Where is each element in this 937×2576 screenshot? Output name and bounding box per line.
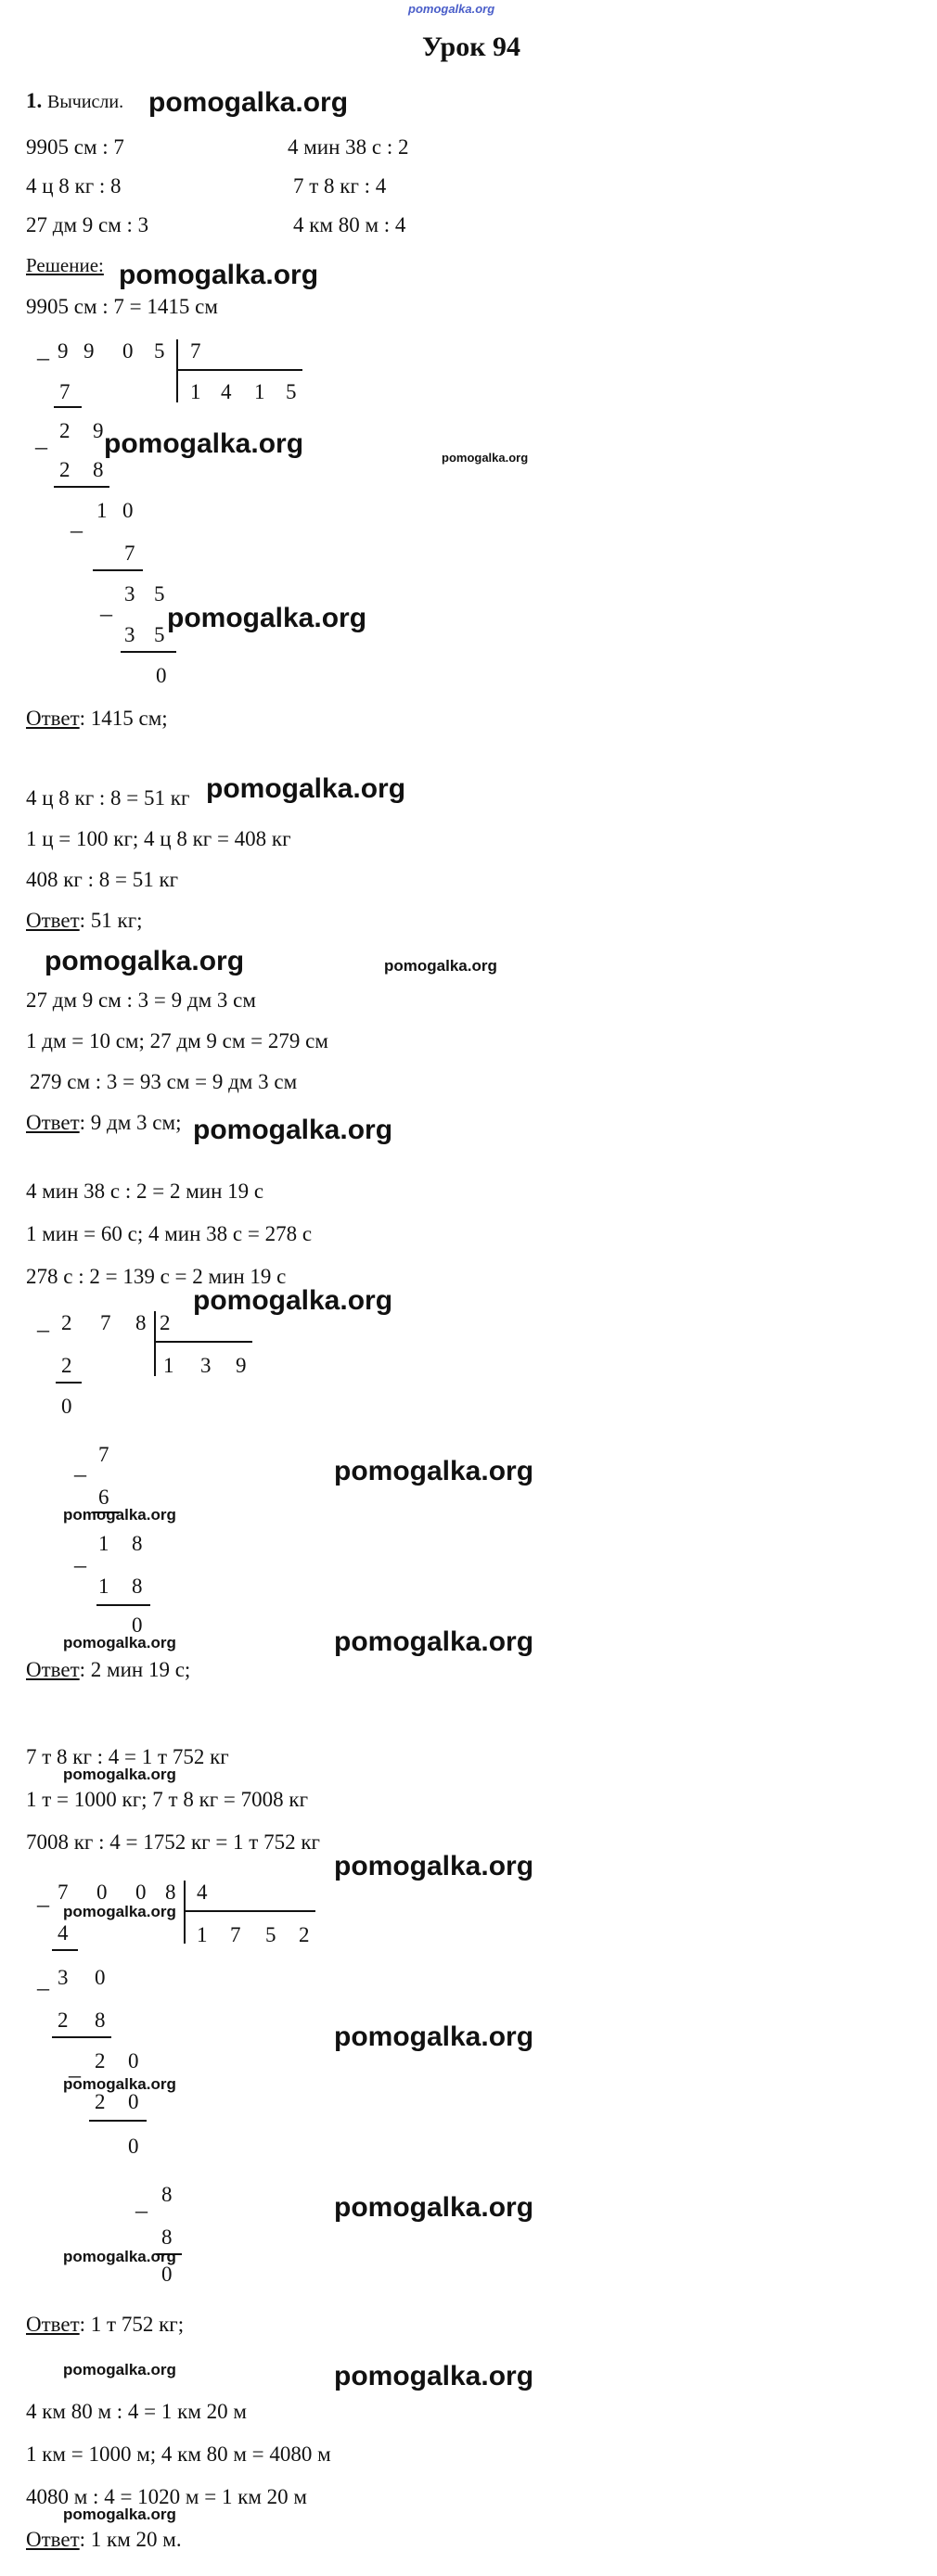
divider-horizontal: [154, 1341, 252, 1343]
step-underline: [121, 651, 176, 653]
b6-line2: 1 км = 1000 м; 4 км 80 м = 4080 м: [26, 2442, 331, 2466]
step-digit: 5: [154, 623, 165, 646]
minus-sign: _: [74, 1452, 86, 1479]
digit: 0: [135, 1881, 147, 1904]
step-digit: 2: [95, 2090, 106, 2113]
b4-line3: 278 с : 2 = 139 с = 2 мин 19 с: [26, 1265, 287, 1288]
b1-line1: 9905 см : 7 = 1415 см: [26, 295, 218, 318]
b5-answer: [26, 2313, 184, 2337]
watermark-text: pomogalka.org: [119, 260, 319, 290]
b2-answer: [26, 909, 143, 933]
answer-value: : 2 мин 19 с;: [79, 1658, 191, 1681]
b2-line1: 4 ц 8 кг : 8 = 51 кг: [26, 786, 190, 810]
minus-sign: _: [100, 592, 112, 618]
b2-line2: 1 ц = 100 кг; 4 ц 8 кг = 408 кг: [26, 827, 291, 850]
quotient-digit: 1: [254, 380, 265, 403]
step-underline: [93, 569, 143, 571]
answer-value: : 1 км 20 м.: [79, 2528, 182, 2551]
watermark-text: pomogalka.org: [334, 1626, 534, 1657]
step-digit: 2: [59, 419, 71, 442]
minus-sign: _: [74, 1543, 86, 1570]
answer-value: : 1415 см;: [79, 707, 168, 730]
solution-label: Решение:: [26, 254, 104, 276]
watermark-text: pomogalka.org: [63, 1766, 176, 1783]
step-digit: 1: [98, 1532, 109, 1555]
step-digit: 0: [122, 499, 134, 522]
minus-sign: _: [135, 2188, 148, 2215]
watermark-text: pomogalka.org: [63, 2075, 176, 2093]
task-number: 1.: [26, 89, 43, 112]
step-underline: [89, 2120, 147, 2122]
b1-answer: [26, 707, 168, 731]
step-digit: 0: [128, 2090, 139, 2113]
answer-label: Ответ: [26, 909, 80, 932]
quotient-digit: 4: [221, 380, 232, 403]
step-underline: [52, 1949, 78, 1951]
b5-line1: 7 т 8 кг : 4 = 1 т 752 кг: [26, 1745, 229, 1768]
divider-vertical: [154, 1311, 156, 1376]
answer-value: : 1 т 752 кг;: [79, 2313, 185, 2336]
minus-sign: _: [35, 425, 47, 452]
step-digit: 9: [93, 419, 104, 442]
b4-line2: 1 мин = 60 с; 4 мин 38 с = 278 с: [26, 1222, 313, 1245]
watermark-text: pomogalka.org: [63, 1506, 176, 1524]
divider-horizontal: [184, 1910, 315, 1912]
step-digit: 8: [132, 1532, 143, 1555]
b4-line1: 4 мин 38 с : 2 = 2 мин 19 с: [26, 1180, 264, 1203]
step-digit: 8: [95, 2009, 106, 2032]
watermark-text: pomogalka.org: [334, 1851, 534, 1881]
exercise-6: 4 км 80 м : 4: [293, 213, 406, 236]
watermark-text: pomogalka.org: [334, 1456, 534, 1486]
minus-sign: _: [71, 508, 83, 535]
divider-horizontal: [176, 369, 302, 371]
step-digit: 1: [96, 499, 108, 522]
b5-line3: 7008 кг : 4 = 1752 кг = 1 т 752 кг: [26, 1830, 320, 1854]
b6-line1: 4 км 80 м : 4 = 1 км 20 м: [26, 2400, 247, 2423]
b3-line3: 279 см : 3 = 93 см = 9 дм 3 см: [30, 1070, 298, 1093]
watermark-text: pomogalka.org: [104, 428, 304, 459]
minus-sign: _: [37, 1882, 49, 1909]
watermark-text: pomogalka.org: [63, 2506, 176, 2523]
answer-value: : 9 дм 3 см;: [79, 1111, 182, 1134]
digit: 9: [58, 339, 69, 363]
quotient-digit: 9: [236, 1354, 247, 1377]
watermark-text: pomogalka.org: [334, 2361, 534, 2391]
digit: 8: [135, 1311, 147, 1334]
digit: 7: [58, 1881, 69, 1904]
step-digit: 5: [154, 582, 165, 606]
exercise-2: 4 мин 38 с : 2: [288, 135, 409, 159]
exercise-4: 7 т 8 кг : 4: [293, 174, 387, 198]
task-label: Вычисли.: [47, 92, 124, 112]
watermark-text: pomogalka.org: [167, 603, 367, 633]
task-heading: [26, 89, 123, 113]
quotient-digit: 5: [286, 380, 297, 403]
step-digit: 3: [124, 582, 135, 606]
digit: 9: [83, 339, 95, 363]
b2-line3: 408 кг : 8 = 51 кг: [26, 868, 179, 891]
answer-label: Ответ: [26, 2313, 80, 2336]
b3-line1: 27 дм 9 см : 3 = 9 дм 3 см: [26, 988, 256, 1012]
step-underline: [96, 1604, 150, 1606]
b6-answer: [26, 2528, 182, 2552]
digit: 8: [165, 1881, 176, 1904]
b3-line2: 1 дм = 10 см; 27 дм 9 см = 279 см: [26, 1029, 328, 1052]
step-digit: 0: [156, 664, 167, 687]
exercise-1: 9905 см : 7: [26, 135, 124, 159]
digit: 7: [100, 1311, 111, 1334]
step-digit: 6: [98, 1486, 109, 1509]
quotient-digit: 7: [230, 1923, 241, 1946]
step-digit: 0: [61, 1395, 72, 1418]
watermark-text: pomogalka.org: [384, 957, 497, 975]
digit: 2: [61, 1311, 72, 1334]
step-digit: 0: [161, 2263, 173, 2286]
step-underline: [52, 2036, 111, 2038]
step-digit: 0: [128, 2135, 139, 2158]
quotient-digit: 1: [197, 1923, 208, 1946]
watermark-text: pomogalka.org: [63, 2361, 176, 2378]
top-watermark: pomogalka.org: [408, 2, 495, 16]
answer-label: Ответ: [26, 2528, 80, 2551]
step-digit: 1: [98, 1575, 109, 1598]
minus-sign: _: [37, 1307, 49, 1334]
step-digit: 0: [128, 2049, 139, 2072]
step-digit: 2: [59, 458, 71, 481]
step-underline: [56, 1382, 82, 1384]
quotient-digit: 3: [200, 1354, 212, 1377]
step-digit: 4: [58, 1921, 69, 1945]
divisor: 2: [160, 1311, 171, 1334]
watermark-text: pomogalka.org: [193, 1115, 393, 1145]
divisor: 4: [197, 1881, 208, 1904]
exercise-3: 4 ц 8 кг : 8: [26, 174, 122, 198]
minus-sign: _: [37, 1966, 49, 1993]
step-digit: 8: [161, 2183, 173, 2206]
watermark-text: pomogalka.org: [334, 2021, 534, 2052]
step-digit: 2: [61, 1354, 72, 1377]
step-digit: 7: [59, 380, 71, 403]
quotient-digit: 1: [190, 380, 201, 403]
quotient-digit: 1: [163, 1354, 174, 1377]
step-underline: [54, 486, 109, 488]
step-digit: 8: [161, 2225, 173, 2249]
step-digit: 3: [58, 1966, 69, 1989]
divisor: 7: [190, 339, 201, 363]
b4-answer: [26, 1658, 190, 1682]
divider-vertical: [176, 339, 178, 402]
quotient-digit: 5: [265, 1923, 276, 1946]
b6-line3: 4080 м : 4 = 1020 м = 1 км 20 м: [26, 2485, 307, 2508]
b5-line2: 1 т = 1000 кг; 7 т 8 кг = 7008 кг: [26, 1788, 309, 1811]
watermark-text: pomogalka.org: [63, 1634, 176, 1651]
digit: 0: [96, 1881, 108, 1904]
watermark-text: pomogalka.org: [63, 2248, 176, 2265]
step-digit: 2: [95, 2049, 106, 2072]
step-digit: 3: [124, 623, 135, 646]
step-digit: 0: [132, 1613, 143, 1637]
answer-label: Ответ: [26, 1111, 80, 1134]
divider-vertical: [184, 1881, 186, 1944]
minus-sign: _: [37, 336, 49, 363]
watermark-text: pomogalka.org: [45, 946, 245, 976]
answer-label: Ответ: [26, 1658, 80, 1681]
step-digit: 7: [98, 1443, 109, 1466]
digit: 0: [122, 339, 134, 363]
minus-sign: _: [69, 2053, 81, 2080]
step-digit: 0: [95, 1966, 106, 1989]
step-digit: 7: [124, 542, 135, 565]
exercise-5: 27 дм 9 см : 3: [26, 213, 149, 236]
watermark-text: pomogalka.org: [442, 451, 529, 465]
b3-answer: [26, 1111, 181, 1135]
watermark-text: pomogalka.org: [148, 87, 349, 118]
page-title: Урок 94: [422, 32, 521, 62]
digit: 5: [154, 339, 165, 363]
watermark-text: pomogalka.org: [206, 773, 406, 804]
watermark-text: pomogalka.org: [334, 2192, 534, 2223]
watermark-text: pomogalka.org: [193, 1285, 393, 1316]
step-digit: 8: [93, 458, 104, 481]
step-digit: 2: [58, 2009, 69, 2032]
step-underline: [54, 406, 82, 408]
answer-label: Ответ: [26, 707, 80, 730]
answer-value: : 51 кг;: [79, 909, 143, 932]
watermark-text: pomogalka.org: [63, 1903, 176, 1920]
quotient-digit: 2: [299, 1923, 310, 1946]
step-digit: 8: [132, 1575, 143, 1598]
